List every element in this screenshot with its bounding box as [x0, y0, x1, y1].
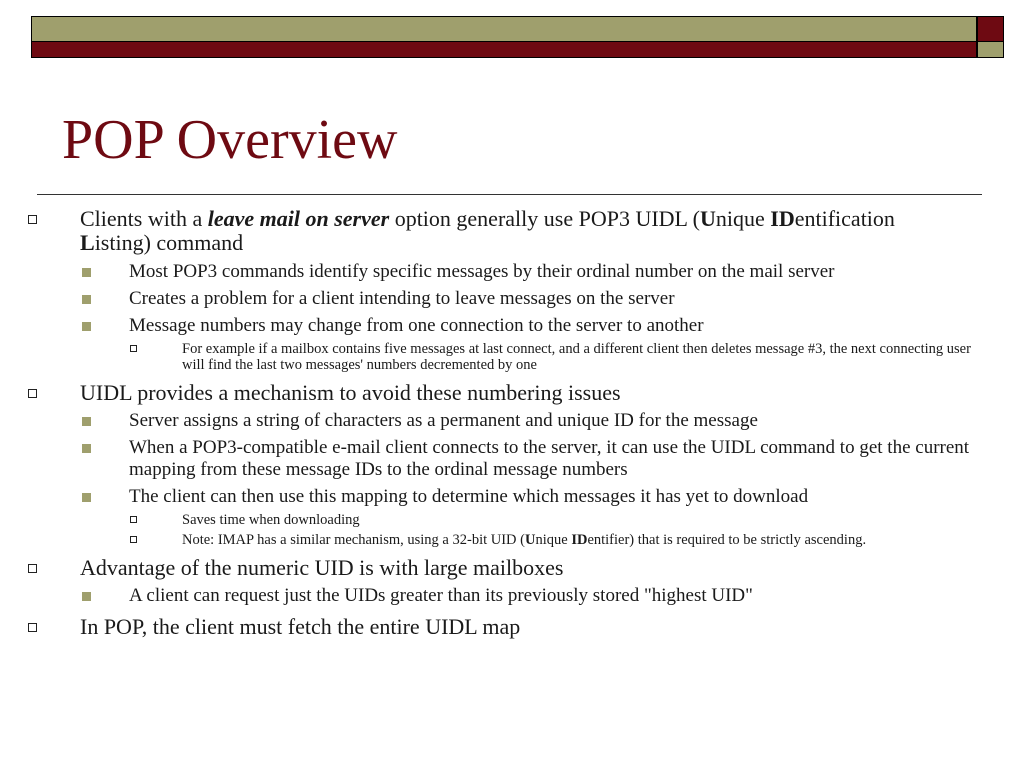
- bullet-text: Message numbers may change from one connection to the server to another: [129, 315, 704, 336]
- slide-title: POP Overview: [62, 109, 398, 171]
- filled-square-bullet-icon: [82, 493, 91, 502]
- bullet-text: Clients with a: [80, 206, 208, 231]
- bullet-level2: [0, 288, 1024, 310]
- header-bar-olive: [31, 16, 977, 42]
- bullet-level3: [0, 512, 1024, 528]
- bullet-level2: [0, 585, 1024, 607]
- bullet-level1: [0, 615, 1024, 639]
- bullet-text: In POP, the client must fetch the entire UIDL map: [80, 614, 521, 639]
- bullet-text: For example if a mailbox contains five messages at last connect, and a different client then deletes message #3, the next connecting user will find the last two messages' numbers decremented by one: [182, 341, 971, 373]
- bullet-text: Saves time when downloading: [182, 512, 360, 528]
- bullet-text: Note: IMAP has a similar mechanism, using a 32-bit UID (: [182, 532, 525, 548]
- bullet-level2: [0, 437, 1024, 481]
- bullet-level1: [0, 556, 1024, 580]
- slide-body: [0, 207, 1024, 639]
- bullet-text: UIDL provides a mechanism to avoid these numbering issues: [80, 380, 621, 405]
- bullet-text: A client can request just the UIDs greater than its previously stored "highest UID": [129, 585, 753, 606]
- bullet-text: When a POP3-compatible e-mail client connects to the server, it can use the UIDL command to get the current mapping from these message IDs to the ordinal message numbers: [129, 437, 970, 480]
- bullet-bold: U: [700, 206, 716, 231]
- bullet-text: nique: [535, 532, 572, 548]
- filled-square-bullet-icon: [82, 295, 91, 304]
- bullet-text: entification: [794, 206, 895, 231]
- filled-square-bullet-icon: [82, 268, 91, 277]
- bullet-level1: [0, 207, 1024, 255]
- bullet-level2: [0, 486, 1024, 508]
- hollow-square-bullet-icon: [28, 215, 37, 224]
- filled-square-bullet-icon: [82, 444, 91, 453]
- bullet-text: option generally use POP3 UIDL (: [389, 206, 700, 231]
- header-square-maroon: [977, 16, 1004, 42]
- bullet-text: Advantage of the numeric UID is with large mailboxes: [80, 555, 564, 580]
- header-bar-maroon: [31, 42, 977, 58]
- bullet-text: entifier) that is required to be strictly ascending.: [587, 532, 867, 548]
- bullet-level2: [0, 315, 1024, 337]
- bullet-emphasis: leave mail on server: [207, 206, 390, 231]
- hollow-square-bullet-icon: [28, 623, 37, 632]
- filled-square-bullet-icon: [82, 592, 91, 601]
- bullet-text: Creates a problem for a client intending to leave messages on the server: [129, 288, 675, 309]
- bullet-level1: [0, 381, 1024, 405]
- bullet-level2: [0, 410, 1024, 432]
- bullet-text: Most POP3 commands identify specific messages by their ordinal number on the mail server: [129, 261, 835, 282]
- filled-square-bullet-icon: [82, 417, 91, 426]
- hollow-square-bullet-icon: [130, 516, 137, 523]
- hollow-square-bullet-icon: [130, 536, 137, 543]
- bullet-bold: ID: [571, 532, 588, 548]
- bullet-level2: [0, 261, 1024, 283]
- hollow-square-bullet-icon: [28, 564, 37, 573]
- bullet-bold: ID: [770, 206, 795, 231]
- hollow-square-bullet-icon: [28, 389, 37, 398]
- bullet-bold: U: [524, 532, 536, 548]
- filled-square-bullet-icon: [82, 322, 91, 331]
- bullet-text: nique: [715, 206, 771, 231]
- header-square-olive: [977, 42, 1004, 58]
- bullet-text: isting) command: [94, 230, 244, 255]
- bullet-bold: L: [80, 230, 95, 255]
- bullet-level3: [0, 532, 1024, 548]
- hollow-square-bullet-icon: [130, 345, 137, 352]
- bullet-text: Server assigns a string of characters as a permanent and unique ID for the message: [129, 410, 758, 431]
- bullet-level3: [0, 341, 1024, 373]
- title-divider: [37, 194, 982, 195]
- bullet-text: The client can then use this mapping to determine which messages it has yet to download: [129, 486, 809, 507]
